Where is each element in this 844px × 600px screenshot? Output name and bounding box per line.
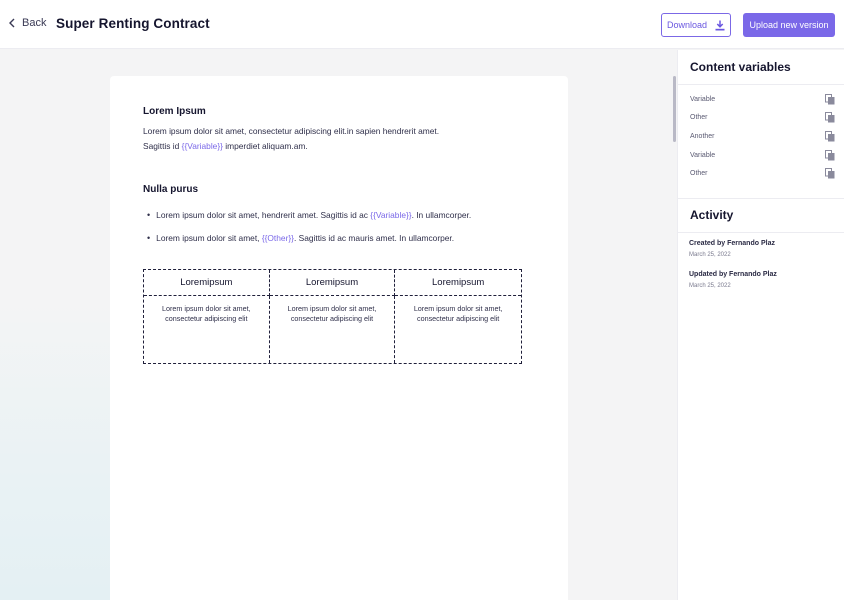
table-cell: Lorem ipsum dolor sit amet, consectetur adipiscing elit — [413, 304, 503, 323]
paragraph-text: imperdiet aliquam.am. — [225, 141, 308, 151]
list-item-text-post: . Sagittis id ac mauris amet. In ullamcorper. — [293, 233, 455, 243]
divider — [678, 84, 844, 85]
table-header-cell: Loremipsum — [144, 270, 270, 296]
side-panel — [677, 50, 844, 600]
list-item-text-pre: Lorem ipsum dolor sit amet, — [156, 233, 260, 243]
list-item — [147, 210, 471, 220]
copy-icon[interactable] — [825, 131, 835, 142]
copy-icon[interactable] — [825, 112, 835, 123]
activity-title: Activity — [690, 208, 734, 222]
top-bar — [0, 0, 844, 49]
variable-label: Other — [690, 114, 708, 121]
variable-item[interactable] — [690, 168, 835, 179]
activity-item-date: March 25, 2022 — [689, 283, 731, 289]
variable-item[interactable] — [690, 131, 835, 142]
list-item-text-pre: Lorem ipsum dolor sit amet, hendrerit amet. Sagittis id ac — [156, 210, 368, 220]
bullet-dot: • — [147, 210, 151, 220]
variable-item[interactable] — [690, 94, 835, 105]
copy-icon[interactable] — [825, 150, 835, 161]
upload-label: Upload new version — [749, 20, 829, 30]
section-title: Nulla purus — [143, 184, 199, 195]
copy-icon[interactable] — [825, 168, 835, 179]
list-item-text-post: . In ullamcorper. — [411, 210, 472, 220]
activity-item-title: Updated by Fernando Plaz — [689, 271, 777, 278]
list-item-text — [156, 233, 454, 243]
list-item-text — [156, 210, 471, 220]
divider — [678, 198, 844, 199]
chevron-left-icon — [8, 18, 16, 28]
download-button[interactable] — [661, 13, 731, 37]
variable-label: Another — [690, 133, 715, 140]
variable-token[interactable]: {{Variable}} — [370, 210, 412, 220]
table-header-cell: Loremipsum — [395, 270, 521, 296]
section-title: Lorem Ipsum — [143, 106, 206, 117]
activity-item-title: Created by Fernando Plaz — [689, 240, 775, 247]
bullet-dot: • — [147, 233, 151, 243]
section-paragraph — [143, 124, 463, 154]
download-icon — [715, 20, 725, 31]
activity-item-date: March 25, 2022 — [689, 252, 731, 258]
variable-token[interactable]: {{Other}} — [261, 233, 294, 243]
upload-new-version-button[interactable] — [743, 13, 835, 37]
list-item — [147, 233, 454, 243]
table-header-cell: Loremipsum — [270, 270, 396, 296]
table-cell: Lorem ipsum dolor sit amet, consectetur adipiscing elit — [270, 296, 396, 363]
variable-label: Variable — [690, 96, 716, 103]
document-page — [110, 76, 568, 600]
variable-label: Variable — [690, 152, 716, 159]
divider — [678, 232, 844, 233]
page-title: Super Renting Contract — [56, 16, 210, 31]
paragraph-text: Lorem ipsum dolor sit amet, consectetur adipiscing elit.in sapien hendrerit amet. Sagittis id — [143, 126, 440, 151]
scrollbar[interactable] — [673, 76, 676, 142]
download-label: Download — [666, 20, 708, 30]
variable-label: Other — [690, 170, 708, 177]
document-table — [143, 269, 522, 364]
copy-icon[interactable] — [825, 94, 835, 105]
content-variables-title: Content variables — [690, 60, 791, 74]
back-button[interactable] — [8, 17, 46, 29]
decorative-gradient — [0, 300, 110, 600]
table-cell: Lorem ipsum dolor sit amet, consectetur adipiscing elit — [144, 296, 270, 363]
variable-token[interactable]: {{Variable}} — [181, 141, 223, 151]
variable-item[interactable] — [690, 150, 835, 161]
back-label: Back — [22, 17, 47, 29]
variable-item[interactable] — [690, 112, 835, 123]
